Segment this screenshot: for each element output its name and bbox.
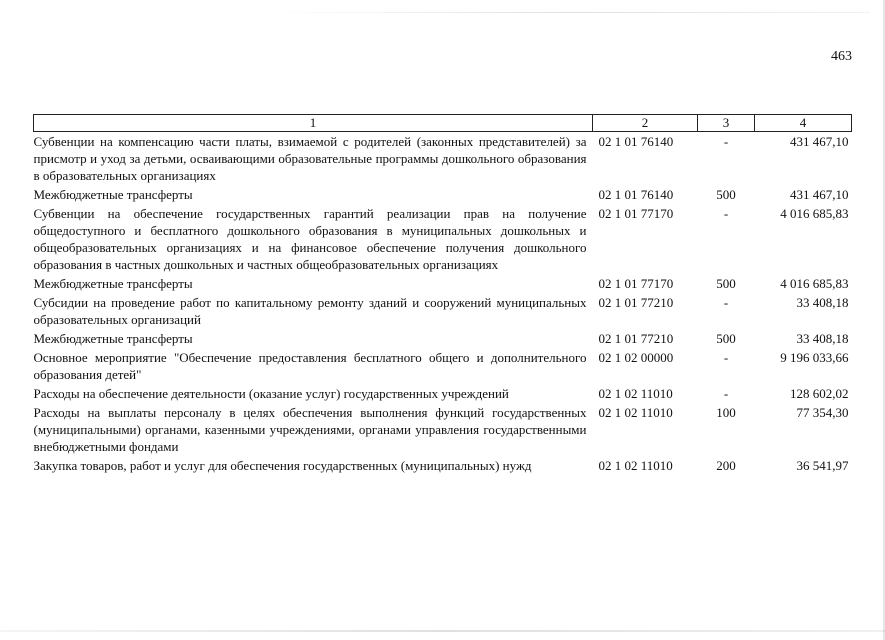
table-row <box>34 204 852 274</box>
page-number: 463 <box>831 49 852 64</box>
scan-artifact-bottom <box>0 630 885 632</box>
row-type: 500 <box>716 276 736 291</box>
row-amount: 4 016 685,83 <box>780 206 849 221</box>
row-type: 500 <box>716 331 736 346</box>
row-description: Межбюджетные трансферты <box>33 331 193 346</box>
row-type: 200 <box>716 458 736 473</box>
table-row <box>34 132 852 186</box>
row-type: 100 <box>716 405 736 420</box>
table-row <box>34 456 852 475</box>
row-type: - <box>723 350 729 365</box>
row-description: Субвенции на обеспечение государственных гарантий реализации прав на получение общедоступного и бесплатного дошкольного образования в муниципальных дошкольных и общеобразовательных организациях и на финансовое обеспечение получения дошкольного образования в частных дошкольных и частных общеобразовательных организациях <box>33 206 587 272</box>
row-type: - <box>723 206 729 221</box>
table-row <box>34 293 852 329</box>
row-code: 02 1 01 76140 <box>598 187 674 202</box>
row-code: 02 1 01 77210 <box>598 295 674 310</box>
row-description: Расходы на выплаты персоналу в целях обеспечения выполнения функций государственных (муниципальными) органами, казенными учреждениями, органами управления государственными внебюджетными фондами <box>33 405 587 454</box>
row-amount: 431 467,10 <box>790 134 849 149</box>
column-header-4: 4 <box>755 115 852 132</box>
column-header-3: 3 <box>698 115 755 132</box>
column-header-1: 1 <box>34 115 593 132</box>
row-description: Межбюджетные трансферты <box>33 276 193 291</box>
column-header-2: 2 <box>593 115 698 132</box>
row-code: 02 1 01 77170 <box>598 276 674 291</box>
row-amount: 77 354,30 <box>796 405 849 420</box>
row-type: - <box>723 134 729 149</box>
table-row <box>34 185 852 204</box>
table-row <box>34 274 852 293</box>
row-type: 500 <box>716 187 736 202</box>
table-row <box>34 329 852 348</box>
row-description: Закупка товаров, работ и услуг для обеспечения государственных (муниципальных) нужд <box>33 458 532 473</box>
row-type: - <box>723 295 729 310</box>
scan-artifact-top <box>270 12 870 13</box>
row-code: 02 1 01 77210 <box>598 331 674 346</box>
row-amount: 33 408,18 <box>796 331 849 346</box>
row-description: Субвенции на компенсацию части платы, взимаемой с родителей (законных представителей) за присмотр и уход за детьми, осваивающими образовательные программы дошкольного образования в образовательных организациях <box>33 134 587 183</box>
row-code: 02 1 02 11010 <box>598 458 673 473</box>
row-amount: 128 602,02 <box>790 386 849 401</box>
row-description: Субсидии на проведение работ по капитальному ремонту зданий и сооружений муниципальных образовательных организаций <box>33 295 587 327</box>
table-row <box>34 384 852 403</box>
row-amount: 431 467,10 <box>790 187 849 202</box>
row-code: 02 1 01 77170 <box>598 206 674 221</box>
row-code: 02 1 02 00000 <box>598 350 674 365</box>
row-amount: 36 541,97 <box>796 458 849 473</box>
table-header-row <box>34 115 852 132</box>
row-code: 02 1 02 11010 <box>598 405 673 420</box>
row-amount: 9 196 033,66 <box>780 350 849 365</box>
row-code: 02 1 01 76140 <box>598 134 674 149</box>
row-type: - <box>723 386 729 401</box>
row-amount: 33 408,18 <box>796 295 849 310</box>
row-description: Основное мероприятие "Обеспечение предоставления бесплатного общего и дополнительного образования детей" <box>33 350 587 382</box>
row-description: Межбюджетные трансферты <box>33 187 193 202</box>
budget-table <box>33 114 852 475</box>
table-row <box>34 348 852 384</box>
table-row <box>34 403 852 456</box>
row-description: Расходы на обеспечение деятельности (оказание услуг) государственных учреждений <box>33 386 509 401</box>
row-code: 02 1 02 11010 <box>598 386 673 401</box>
row-amount: 4 016 685,83 <box>780 276 849 291</box>
